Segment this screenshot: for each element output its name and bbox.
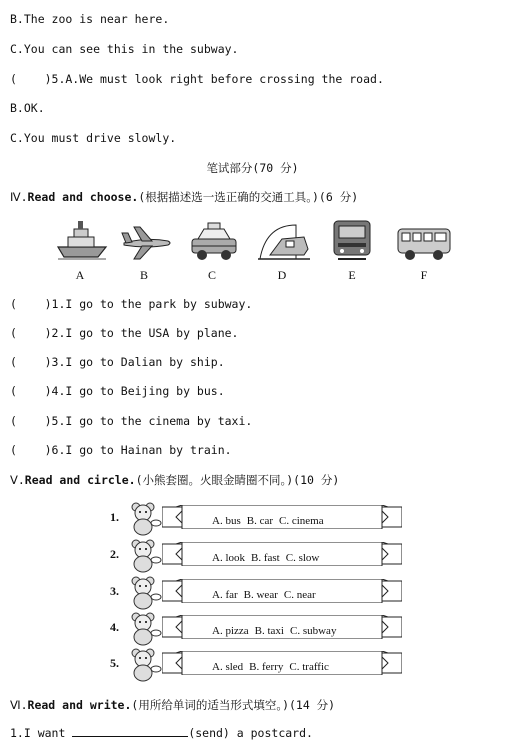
- option-b[interactable]: B. wear: [243, 589, 278, 601]
- circle-row: [110, 575, 410, 607]
- vehicle-label-b: B: [139, 268, 148, 282]
- option-b[interactable]: B. taxi: [254, 625, 284, 637]
- ribbon-banner: [162, 579, 402, 603]
- train-icon: [324, 217, 380, 263]
- ship-icon: [54, 217, 110, 263]
- vehicle-label-d: D: [277, 268, 287, 282]
- section5-heading: [10, 472, 339, 488]
- vehicle-label-f: F: [420, 268, 428, 282]
- section4-heading: [10, 189, 358, 205]
- option-a[interactable]: A. pizza: [212, 625, 249, 637]
- subway-icon: [256, 219, 312, 265]
- section6-title: Read and write.: [27, 698, 132, 712]
- option-line: B.The zoo is near here.: [10, 12, 170, 26]
- bear-icon: [126, 611, 162, 647]
- section5-title: Read and circle.: [24, 473, 136, 487]
- option-a[interactable]: A. sled: [212, 661, 244, 673]
- bear-icon: [126, 647, 162, 683]
- option-a[interactable]: A. far: [212, 589, 238, 601]
- row-number: 5.: [110, 656, 119, 670]
- choose-item-4: ( )4.I go to Beijing by bus.: [10, 384, 225, 398]
- write-item-1-prefix: 1.I want: [10, 726, 73, 740]
- section5-note: (小熊套圈。火眼金睛圈不同。)(10 分): [135, 473, 340, 487]
- option-b[interactable]: B. ferry: [249, 661, 284, 673]
- ribbon-banner: [162, 615, 402, 639]
- circle-row: [110, 611, 410, 643]
- bear-icon: [126, 575, 162, 611]
- choose-item-5: ( )5.I go to the cinema by taxi.: [10, 414, 253, 428]
- option-line: B.OK.: [10, 101, 45, 115]
- vehicle-label-c: C: [207, 268, 216, 282]
- row-number: 2.: [110, 547, 119, 561]
- circle-row: [110, 501, 410, 533]
- plane-icon: [118, 219, 174, 265]
- bus-icon: [396, 221, 452, 267]
- option-c[interactable]: C. subway: [290, 625, 337, 637]
- option-b[interactable]: B. fast: [251, 552, 280, 564]
- choose-item-6: ( )6.I go to Hainan by train.: [10, 443, 232, 457]
- section6-heading: [10, 697, 335, 713]
- ribbon-banner: [162, 651, 402, 675]
- option-line: C.You can see this in the subway.: [10, 42, 239, 56]
- option-c[interactable]: C. slow: [285, 552, 320, 564]
- section4-title: Read and choose.: [27, 190, 139, 204]
- row-number: 1.: [110, 510, 119, 524]
- vehicle-label-a: A: [75, 268, 85, 282]
- choose-item-1: ( )1.I go to the park by subway.: [10, 297, 253, 311]
- answer-blank[interactable]: [72, 726, 188, 737]
- write-item-1-suffix: (send) a postcard.: [188, 726, 313, 740]
- circle-row: [110, 647, 410, 679]
- section4-roman: Ⅳ.: [10, 190, 28, 204]
- circle-row: [110, 538, 410, 570]
- section5-roman: Ⅴ.: [10, 473, 25, 487]
- question-line: ( )5.A.We must look right before crossing the road.: [10, 72, 384, 86]
- taxi-icon: [186, 219, 242, 265]
- ribbon-banner: [162, 505, 402, 529]
- bear-icon: [126, 501, 162, 537]
- row-number: 4.: [110, 620, 119, 634]
- option-line: C.You must drive slowly.: [10, 131, 177, 145]
- option-c[interactable]: C. near: [283, 589, 316, 601]
- option-c[interactable]: C. traffic: [289, 661, 329, 673]
- option-b[interactable]: B. car: [246, 515, 273, 527]
- vehicle-label-e: E: [348, 268, 356, 282]
- section6-roman: Ⅵ.: [10, 698, 28, 712]
- option-a[interactable]: A. bus: [212, 515, 241, 527]
- vehicle-pictures: [0, 215, 505, 285]
- section4-note: (根据描述选一选正确的交通工具。)(6 分): [138, 190, 359, 204]
- write-item-1: [10, 726, 313, 740]
- ribbon-banner: [162, 542, 402, 566]
- option-c[interactable]: C. cinema: [279, 515, 324, 527]
- row-number: 3.: [110, 584, 119, 598]
- bear-icon: [126, 538, 162, 574]
- section-title: 笔试部分(70 分): [206, 161, 299, 175]
- option-a[interactable]: A. look: [212, 552, 245, 564]
- choose-item-2: ( )2.I go to the USA by plane.: [10, 326, 239, 340]
- choose-item-3: ( )3.I go to Dalian by ship.: [10, 355, 225, 369]
- section6-note: (用所给单词的适当形式填空。)(14 分): [131, 698, 336, 712]
